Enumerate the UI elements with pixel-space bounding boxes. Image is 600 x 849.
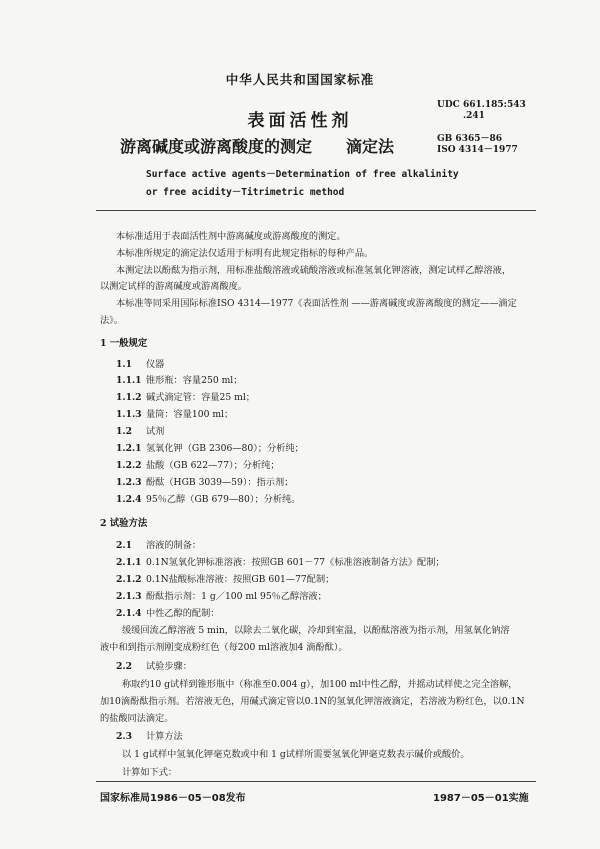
udc-code-cont: .241 bbox=[463, 111, 485, 121]
item-2-1-3: 2.1.3 酚酞指示剂：1 g／100 ml 95％乙醇溶液； bbox=[116, 591, 327, 602]
intro-p2: 本标准所规定的滴定法仅适用于标明有此规定指标的每种产品。 bbox=[116, 248, 374, 259]
intro-p3-cont: 以测定试样的游离碱度或游离酸度。 bbox=[100, 281, 247, 292]
intro-p3: 本测定法以酚酞为指示剂，用标准盐酸溶液或硫酸溶液或标准氢氧化钾溶液，测定试样乙醇溶液， bbox=[116, 265, 512, 276]
intro-p4-cont: 法》。 bbox=[100, 315, 123, 326]
title-method: 滴定法 bbox=[346, 137, 395, 156]
section-2-heading: 2 试验方法 bbox=[100, 518, 148, 529]
item-1-2-2: 1.2.2 盐酸（GB 622—77）；分析纯； bbox=[116, 460, 280, 471]
title-divider bbox=[96, 210, 536, 211]
item-2-1-4: 2.1.4 中性乙醇的配制： bbox=[116, 608, 220, 619]
subsection-2-3: 2.3 计算方法 bbox=[116, 731, 183, 742]
udc-code: UDC 661.185:543 bbox=[437, 100, 526, 110]
effective-date: 1987－05－01实施 bbox=[433, 793, 529, 804]
item-2-1-1: 2.1.1 0.1N氢氧化钾标准溶液：按照GB 601－77《标准溶液制备方法》配制； bbox=[116, 557, 445, 568]
item-1-2-4: 1.2.4 95％乙醇（GB 679—80）；分析纯。 bbox=[116, 494, 301, 505]
iso-code: ISO 4314－1977 bbox=[437, 145, 518, 155]
item-1-1-3: 1.1.3 量筒：容量100 ml； bbox=[116, 409, 234, 420]
intro-p1: 本标准适用于表面活性剂中游离碱度或游离酸度的测定。 bbox=[116, 231, 346, 242]
subsection-2-2: 2.2 试验步骤： bbox=[116, 661, 192, 672]
subsection-1-1: 1.1 仪器 bbox=[116, 359, 165, 370]
footer-divider bbox=[96, 781, 536, 782]
item-1-1-1: 1.1.1 锥形瓶：容量250 ml； bbox=[116, 375, 243, 386]
procedure-text-end: 的盐酸同法滴定。 bbox=[100, 713, 174, 724]
neutral-ethanol-text: 缓缓回流乙醇溶液 5 min，以除去二氧化碳，冷却到室温，以酚酞溶液为指示剂，用氢氧化钠溶 bbox=[122, 625, 510, 636]
item-1-2-1: 1.2.1 氢氧化钾（GB 2306—80）；分析纯； bbox=[116, 443, 304, 454]
item-1-1-2: 1.1.2 碱式滴定管：容量25 ml； bbox=[116, 392, 255, 403]
neutral-ethanol-text-cont: 液中和到指示剂刚变成粉红色（每200 ml溶液加4 滴酚酞）。 bbox=[100, 642, 348, 653]
section-1-heading: 1 一般规定 bbox=[100, 338, 148, 349]
title-line-1: 表面活性剂 bbox=[247, 111, 353, 131]
issue-date: 国家标准局1986－05－08发布 bbox=[100, 793, 246, 804]
english-title-1: Surface active agents－Determination of free alkalinity bbox=[146, 169, 459, 180]
title-line-2: 游离碱度或游离酸度的测定 bbox=[120, 137, 313, 156]
procedure-text: 称取约10 g试样到锥形瓶中（称准至0.004 g），加100 ml中性乙醇，并摇动试样使之完全溶解， bbox=[122, 679, 518, 690]
procedure-text-cont: 加10滴酚酞指示剂。若溶液无色，用碱式滴定管以0.1N的氢氧化钾溶液滴定，若溶液为粉红色，以0.1N bbox=[100, 696, 525, 707]
gb-code: GB 6365－86 bbox=[437, 134, 502, 144]
standard-header: 中华人民共和国国家标准 bbox=[225, 72, 375, 87]
subsection-1-2: 1.2 试剂 bbox=[116, 426, 165, 437]
intro-p4: 本标准等同采用国际标准ISO 4314—1977《表面活性剂 ——游离碱度或游离酸度的测定——滴定 bbox=[116, 298, 517, 309]
calculation-text: 以 1 g试样中氢氧化钾毫克数或中和 1 g试样所需要氢氧化钾毫克数表示碱价或酸价。 bbox=[122, 749, 470, 760]
item-1-2-3: 1.2.3 酚酞（HGB 3039—59）：指示剂； bbox=[116, 477, 294, 488]
item-2-1-2: 2.1.2 0.1N盐酸标准溶液：按照GB 601—77配制； bbox=[116, 574, 335, 585]
calculation-formula-lead: 计算如下式： bbox=[122, 767, 178, 778]
subsection-2-1: 2.1 溶液的制备： bbox=[116, 540, 202, 551]
english-title-2: or free acidity－Titrimetric method bbox=[146, 187, 345, 198]
